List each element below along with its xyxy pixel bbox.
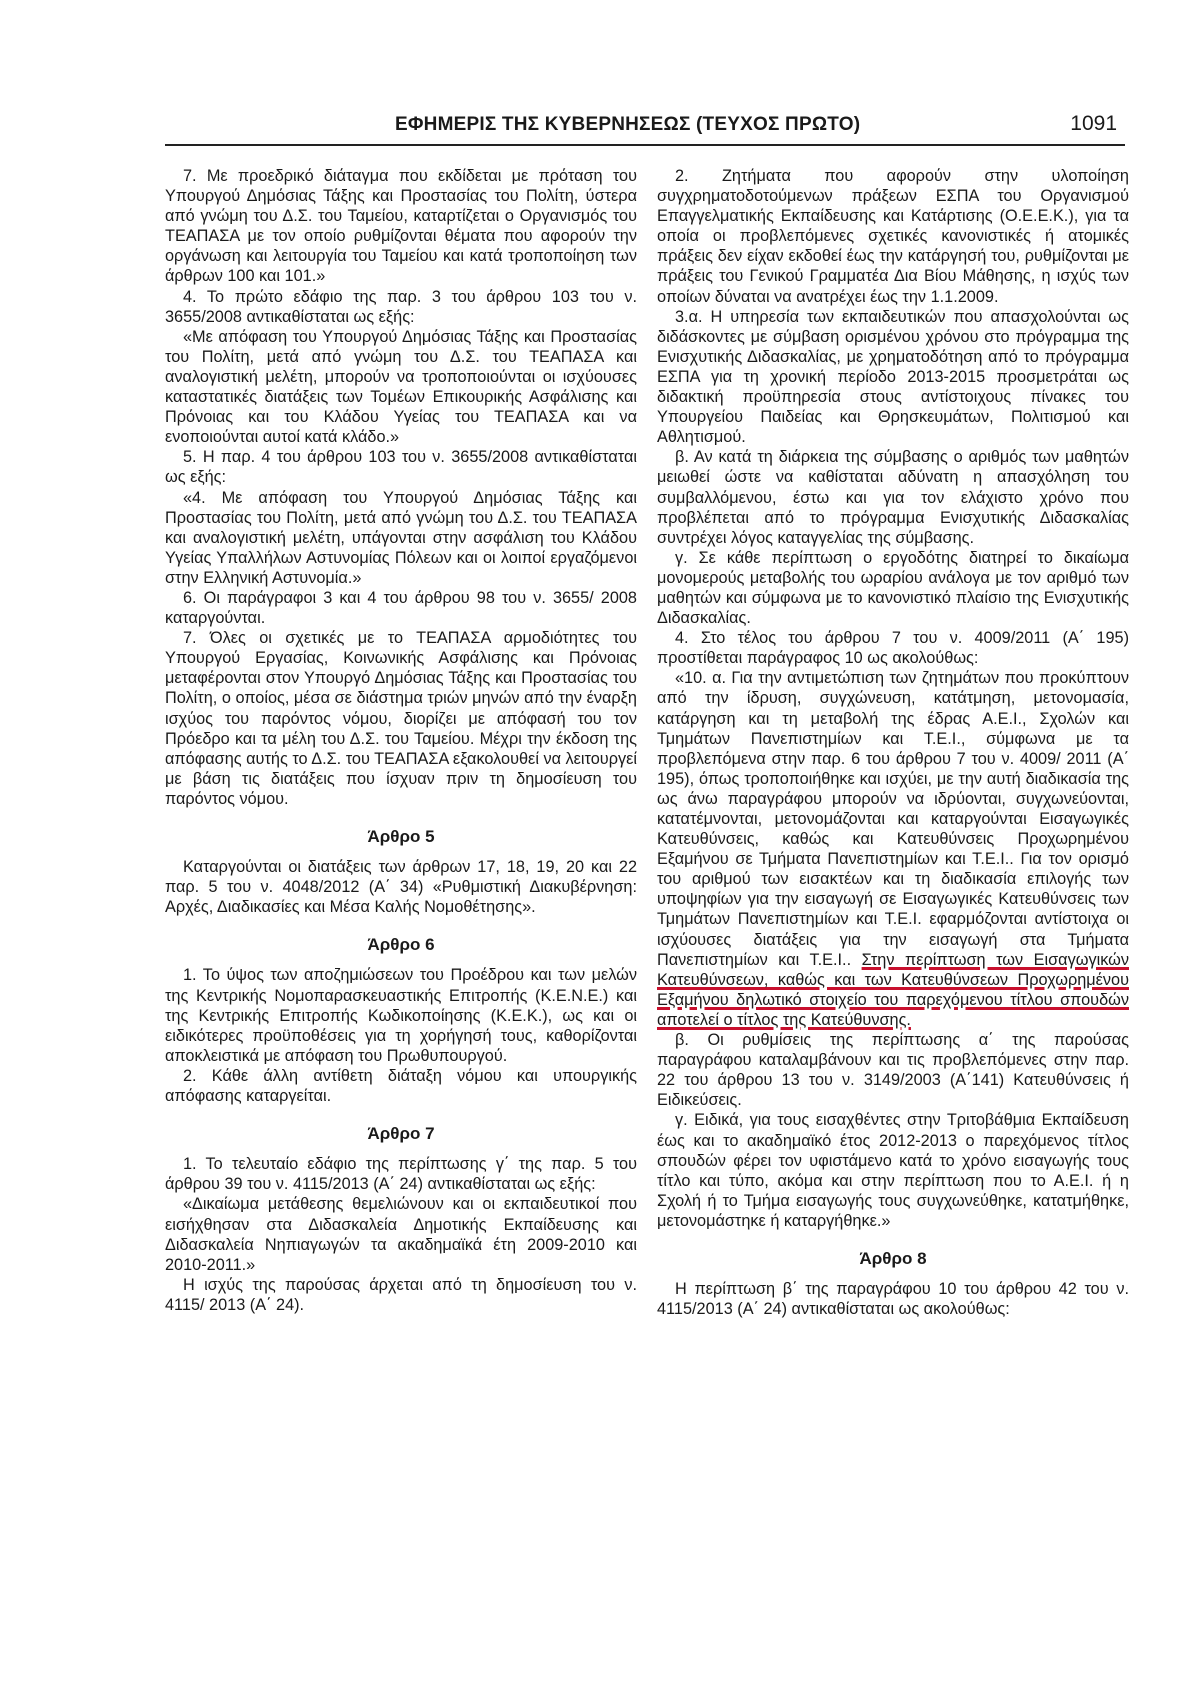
paragraph: «4. Με απόφαση του Υπουργού Δημόσιας Τάξης και Προστασίας του Πολίτη, μετά από γνώμη του Δ.Σ. του ΤΕΑΠΑΣΑ και αναλογιστική μελέτη, υπάγονται στην ασφάλιση του Κλάδου Υγείας Υπαλλήλων Αστυνομίας Πόλεων και οι λοιποί εργαζόμενοι στην Ελληνική Αστυνομία.» xyxy=(165,488,637,587)
gazette-title: ΕΦΗΜΕΡΙΣ ΤΗΣ ΚΥΒΕΡΝΗΣΕΩΣ (ΤΕΥΧΟΣ ΠΡΩΤΟ) xyxy=(395,114,861,135)
paragraph: 3.α. Η υπηρεσία των εκπαιδευτικών που απασχολούνται ως διδάσκοντες με σύμβαση ορισμένου χρόνου στο πρόγραμμα της Ενισχυτικής Διδασκαλίας, με χρηματοδότηση από το πρόγραμμα ΕΣΠΑ για τη χρονική περίοδο 2013-2015 προσμετράται ως διδακτική προϋπηρεσία στους αντίστοιχους πίνακες του Υπουργείου Παιδείας και Θρησκευμάτων, Πολιτισμού και Αθλητισμού. xyxy=(657,307,1129,447)
paragraph: Η ισχύς της παρούσας άρχεται από τη δημοσίευση του ν. 4115/ 2013 (Α΄ 24). xyxy=(165,1275,637,1314)
highlighted-passage: Στην περίπτωση των Εισαγωγικών Κατευθύνσεων, καθώς και των Κατευθύνσεων Προχωρημένου Εξαμήνου δηλωτικό στοιχείο του παρεχόμενου τίτλου σπουδών αποτελεί ο τίτλος της Κατεύθυνσης. xyxy=(657,950,1129,1029)
article-heading: Άρθρο 6 xyxy=(367,935,435,955)
page-header xyxy=(165,112,1125,146)
paragraph: β. Αν κατά τη διάρκεια της σύμβασης ο αριθμός των μαθητών μειωθεί ώστε να καθίσταται αδύνατη η απασχόληση του συμβαλλόμενου, έστω και για τον ελάχιστο χρόνο που προβλέπεται από το πρόγραμμα Ενισχυτικής Διδασκαλίας συντρέχει λόγος καταγγελίας της σύμβασης. xyxy=(657,448,1129,547)
paragraph: «Δικαίωμα μετάθεσης θεμελιώνουν και οι εκπαιδευτικοί που εισήχθησαν στα Διδασκαλεία Δημοτικής Εκπαίδευσης και Διδασκαλεία Νηπιαγωγών τα ακαδημαϊκά έτη 2009-2010 και 2010-2011.» xyxy=(165,1195,637,1274)
article-heading: Άρθρο 5 xyxy=(367,827,435,846)
left-column xyxy=(165,166,637,1315)
paragraph: Η περίπτωση β΄ της παραγράφου 10 του άρθρου 42 του ν. 4115/2013 (Α΄ 24) αντικαθίσταται ως ακολούθως: xyxy=(657,1280,1129,1319)
paragraph-text: «10. α. Για την αντιμετώπιση των ζητημάτων που προκύπτουν από την ίδρυση, συγχώνευση, κατάτμηση, μετονομασία, κατάργηση και τη μεταβολή της έδρας Α.Ε.Ι., Σχολών και Τμημάτων Πανεπιστημίων και Τ.Ε.Ι., σύμφωνα με τα προβλεπόμενα στην παρ. 6 του άρθρου 7 του ν. 4009/ 2011 (Α΄ 195), όπως τροποποιήθηκε και ισχύει, με την αυτή διαδικασία της ως άνω παραγράφου μπορούν να ιδρύονται, συγχωνεύονται, κατατέμνονται, μετονομάζονται και καταργούνται Εισαγωγικές Κατευθύνσεις, καθώς και Κατευθύνσεις Προχωρημένου Εξαμήνου σε Τμήματα Πανεπιστημίων και Τ.Ε.Ι.. Για τον ορισμό του αριθμού των εισακτέων και τη διαδικασία επιλογής των υποψηφίων για την εισαγωγή σε Εισαγωγικές Κατευθύνσεις των Τμημάτων Πανεπιστημίων και Τ.Ε.Ι. εφαρμόζονται αντίστοιχα οι ισχύουσες διατάξεις για την εισαγωγή στα Τμήματα Πανεπιστημίων και Τ.Ε.Ι.. xyxy=(657,669,1129,969)
paragraph: γ. Ειδικά, για τους εισαχθέντες στην Τριτοβάθμια Εκπαίδευση έως και το ακαδημαϊκό έτος 2012-2013 ο παρεχόμενος τίτλος σπουδών φέρει τον υφιστάμενο κατά το χρόνο εισαγωγής τους τίτλο και τύπο, ακόμα και στην περίπτωση που το Α.Ε.Ι. ή η Σχολή ή το Τμήμα εισαγωγής τους συγχωνεύθηκε, κατατμήθηκε, μετονομάστηκε ή καταργήθηκε.» xyxy=(657,1111,1129,1230)
paragraph: «Με απόφαση του Υπουργού Δημόσιας Τάξης και Προστασίας του Πολίτη, μετά από γνώμη του Δ.Σ. του ΤΕΑΠΑΣΑ και αναλογιστική μελέτη, μπορούν να τροποποιούνται οι ισχύουσες καταστατικές διατάξεις των Τομέων Επικουρικής Ασφάλισης και Πρόνοιας και του Κλάδου Υγείας του ΤΕΑΠΑΣΑ και να ενοποιούνται αυτοί κατά κλάδο.» xyxy=(165,327,637,447)
paragraph: 1. Το ύψος των αποζημιώσεων του Προέδρου και των μελών της Κεντρικής Νομοπαρασκευαστικής Επιτροπής (Κ.Ε.Ν.Ε.) και της Κεντρικής Επιτροπής Κωδικοποίησης (Κ.Ε.Κ.), ως και οι ειδικότερες προϋποθέσεις για τη χορήγησή τους, καθορίζονται αποκλειστικά με απόφαση του Πρωθυπουργού. xyxy=(165,966,637,1065)
article-heading: Άρθρο 7 xyxy=(367,1124,435,1144)
right-column xyxy=(657,166,1129,1319)
paragraph: β. Οι ρυθμίσεις της περίπτωσης α΄ της παρούσας παραγράφου καταλαμβάνουν και τις προβλεπόμενες στην παρ. 22 του άρθρου 13 του ν. 3149/2003 (Α΄141) Κατευθύνσεις ή Ειδικεύσεις. xyxy=(657,1031,1129,1110)
paragraph: 1. Το τελευταίο εδάφιο της περίπτωσης γ΄ της παρ. 5 του άρθρου 39 του ν. 4115/2013 (Α΄ 24) αντικαθίσταται ως εξής: xyxy=(165,1155,637,1194)
paragraph: 4. Στο τέλος του άρθρου 7 του ν. 4009/2011 (Α΄ 195) προστίθεται παράγραφος 10 ως ακολούθως: xyxy=(657,629,1129,668)
page-number: 1091 xyxy=(1070,112,1117,135)
paragraph: 2. Ζητήματα που αφορούν στην υλοποίηση συγχρηματοδοτούμενων πράξεων ΕΣΠΑ του Οργανισμού Επαγγελματικής Εκπαίδευσης και Κατάρτισης (Ο.Ε.Ε.Κ.), για τα οποία οι προβλεπόμενες σχετικές κανονιστικές ή ατομικές πράξεις δεν είχαν εκδοθεί έως την κατάργησή του, ρυθμίζονται με πράξεις του Γενικού Γραμματέα Δια Βίου Μάθησης, η ισχύς των οποίων δύναται να ανατρέχει έως την 1.1.2009. xyxy=(657,167,1129,306)
paragraph: γ. Σε κάθε περίπτωση ο εργοδότης διατηρεί το δικαίωμα μονομερούς μεταβολής του ωραρίου ανάλογα με τον αριθμό των μαθητών και σύμφωνα με το κανονιστικό πλαίσιο της Ενισχυτικής Διδασκαλίας. xyxy=(657,548,1129,628)
paragraph: 7. Όλες οι σχετικές με το ΤΕΑΠΑΣΑ αρμοδιότητες του Υπουργού Εργασίας, Κοινωνικής Ασφάλισης και Πρόνοιας μεταφέρονται στον Υπουργό Δημόσιας Τάξης και Προστασίας του Πολίτη, ο οποίος, μέσα σε διάστημα τριών μηνών από την έναρξη ισχύος του παρόντος νόμου, διορίζει με απόφασή του τον Πρόεδρο και τα μέλη του Δ.Σ. του Ταμείου. Μέχρι την έκδοση της απόφασης αυτής το Δ.Σ. του ΤΕΑΠΑΣΑ εξακολουθεί να λειτουργεί με βάση τις διατάξεις που ίσχυαν πριν τη δημοσίευση του παρόντος νόμου. xyxy=(165,629,637,808)
article-heading: Άρθρο 8 xyxy=(859,1248,927,1268)
paragraph: 5. Η παρ. 4 του άρθρου 103 του ν. 3655/2008 αντικαθίσταται ως εξής: xyxy=(165,448,637,487)
paragraph: Καταργούνται οι διατάξεις των άρθρων 17, 18, 19, 20 και 22 παρ. 5 του ν. 4048/2012 (Α΄ 34) «Ρυθμιστική Διακυβέρνηση: Αρχές, Διαδικασίες και Μέσα Καλής Νομοθέτησης». xyxy=(165,858,637,917)
paragraph: 2. Κάθε άλλη αντίθετη διάταξη νόμου και υπουργικής απόφασης καταργείται. xyxy=(165,1066,637,1106)
paragraph-with-highlight xyxy=(657,668,1129,1030)
paragraph: 7. Με προεδρικό διάταγμα που εκδίδεται με πρόταση του Υπουργού Δημόσιας Τάξης και Προστασίας του Πολίτη, ύστερα από γνώμη του Δ.Σ. του Ταμείου, καταρτίζεται ο Οργανισμός του ΤΕΑΠΑΣΑ με τον οποίο ρυθμίζονται θέματα που αφορούν την οργάνωση και λειτουργία του Ταμείου και κατά τροποποίηση των άρθρων 100 και 101.» xyxy=(165,167,637,286)
paragraph: 4. Το πρώτο εδάφιο της παρ. 3 του άρθρου 103 του ν. 3655/2008 αντικαθίσταται ως εξής: xyxy=(165,287,637,326)
paragraph: 6. Οι παράγραφοι 3 και 4 του άρθρου 98 του ν. 3655/ 2008 καταργούνται. xyxy=(165,588,637,628)
